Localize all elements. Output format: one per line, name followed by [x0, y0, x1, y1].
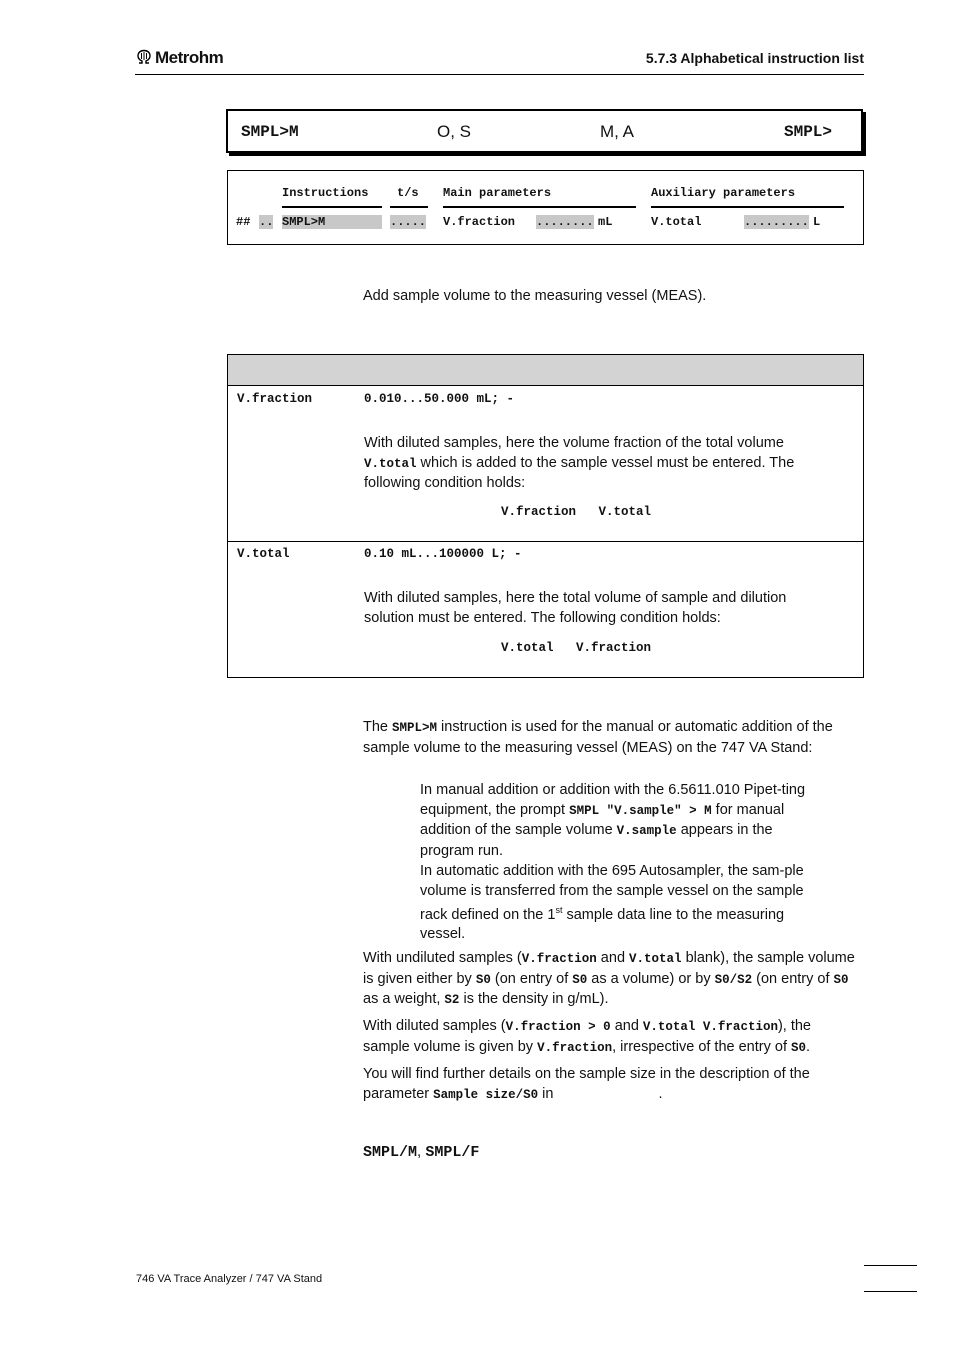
header-instructions: Instructions — [282, 186, 369, 200]
notes-bullet-automatic: In automatic addition with the 695 Autosampler, the sam-ple volume is transferred from the sample vessel on the sample rack defined on the 1st sample data line to the measuring vessel. — [420, 863, 804, 943]
param-text-vtotal: With diluted samples, here the total volume of sample and dilution solution must be entered. The following condition holds: — [364, 590, 787, 626]
parameter-row-divider — [228, 541, 863, 542]
parameter-table — [227, 354, 864, 678]
see-also-smpl-m: SMPL/M — [363, 1144, 418, 1161]
param-condition-vfraction: V.fraction V.total — [501, 505, 652, 519]
header-ts: t/s — [397, 186, 419, 200]
row-hash: ## — [236, 215, 251, 229]
notes-paragraph-1: The SMPL>M instruction is used for the manual or automatic addition of the sample volume to the measuring vessel (MEAS) on the 747 VA Stand: — [363, 719, 833, 756]
row-main-label: V.fraction — [443, 215, 516, 229]
param-text-vfraction: With diluted samples, here the volume fraction of the total volume V.total which is added to the sample vessel must be entered. The following condition holds: — [364, 435, 795, 491]
notes-bullet-manual: In manual addition or addition with the 6.5611.010 Pipet-ting equipment, the prompt SMPL "V.sample" > M for manual addition of the sample volume V.sample appears in the program run. — [420, 782, 806, 859]
param-name-vtotal: V.total — [237, 547, 290, 561]
parameter-table-header — [228, 355, 863, 386]
footer-product: 746 VA Trace Analyzer / 747 VA Stand — [136, 1273, 323, 1285]
instruction-name: SMPL>M — [241, 123, 299, 141]
param-range-vtotal: 0.10 mL...100000 L; - — [364, 547, 522, 561]
footer-page-rule-bottom — [864, 1291, 917, 1292]
row-aux-value: ......... — [744, 215, 809, 229]
underline-aux — [651, 206, 844, 208]
row-main-value: ........ — [536, 215, 594, 229]
header-divider — [135, 74, 864, 75]
code-vtotal: V.total — [364, 456, 417, 471]
row-aux-label: V.total — [651, 215, 702, 229]
logo-text: Metrohm — [155, 48, 224, 67]
header-auxiliary-parameters: Auxiliary parameters — [651, 186, 796, 200]
underline-instructions — [282, 206, 382, 208]
param-condition-vtotal: V.total V.fraction — [501, 641, 652, 655]
metrohm-omega-icon — [136, 49, 152, 65]
underline-ts — [390, 206, 428, 208]
see-also-smpl-f: SMPL/F — [425, 1144, 480, 1161]
instruction-display: SMPL> — [784, 123, 833, 141]
notes-paragraph-undiluted: With undiluted samples (V.fraction and V.total blank), the sample volume is given either by S0 (on entry of S0 as a volume) or by S0/S2 (on entry of S0 as a weight, S2 is the density in g/mL). — [363, 950, 855, 1007]
notes-paragraph-sample-size: You will find further details on the sample size in the description of the parameter Sample size/S0 in . — [363, 1066, 810, 1102]
instruction-display-box — [227, 170, 864, 245]
metrohm-logo — [136, 48, 223, 68]
section-title: 5.7.3 Alphabetical instruction list — [645, 50, 864, 66]
param-name-vfraction: V.fraction — [237, 392, 313, 406]
row-aux-unit: L — [813, 215, 821, 229]
see-also: SMPL/M, SMPL/F — [363, 1143, 480, 1161]
underline-main — [443, 206, 636, 208]
param-range-vfraction: 0.010...50.000 mL; - — [364, 392, 515, 406]
instruction-mode-1: O, S — [437, 122, 472, 141]
notes-paragraph-diluted: With diluted samples (V.fraction > 0 and V.total V.fraction), the sample volume is given by V.fraction, irrespective of the entry of S0. — [363, 1018, 811, 1055]
row-dots: .. — [259, 215, 274, 229]
row-ts: ..... — [390, 215, 427, 229]
row-instruction: SMPL>M — [282, 215, 382, 229]
instruction-mode-2: M, A — [600, 122, 635, 141]
footer-page-rule-top — [864, 1265, 917, 1266]
header-main-parameters: Main parameters — [443, 186, 552, 200]
instruction-title-box — [226, 109, 863, 153]
row-main-unit: mL — [598, 215, 613, 229]
instruction-description: Add sample volume to the measuring vessel (MEAS). — [363, 288, 707, 304]
